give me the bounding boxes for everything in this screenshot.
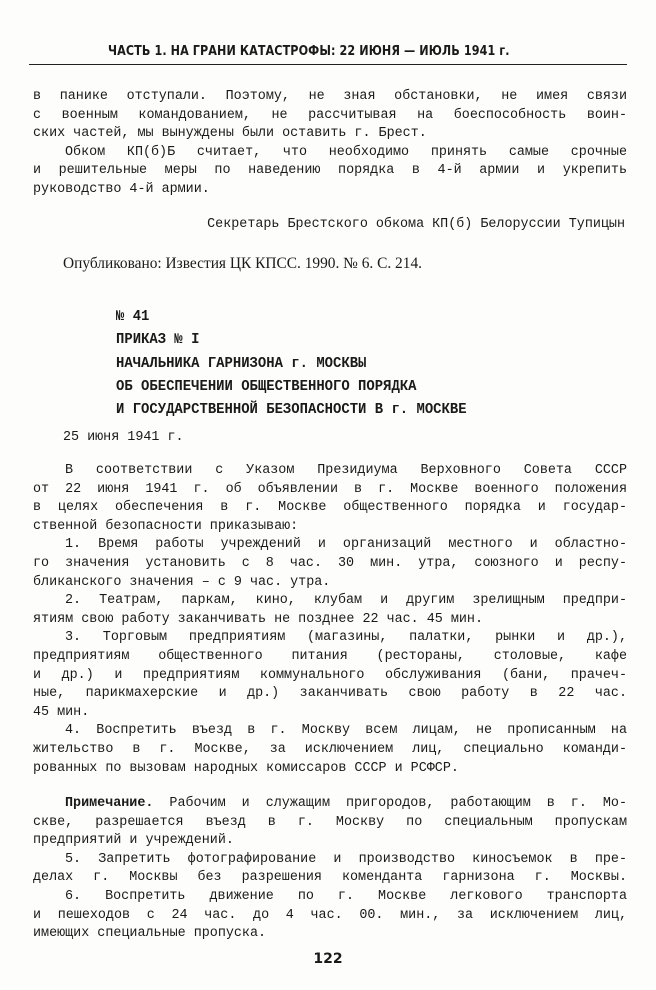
note-label: Примечание.	[65, 796, 154, 811]
order-body	[33, 462, 627, 778]
text-line: от 22 июня 1941 г. об объявлении в г. Москве военного положения	[33, 481, 627, 497]
text-line: в целях обеспечения в г. Москве общественного порядка и государ-	[33, 500, 627, 516]
text-line: Обком КП(б)Б считает, что необходимо принять самые срочные	[65, 144, 627, 160]
text-line: с военным командованием, не рассчитывая на боеспособность воин-	[33, 107, 627, 123]
publication-source: Опубликовано: Известия ЦК КПСС. 1990. № 6. С. 214.	[63, 255, 422, 272]
text-line: ные, парикмахерские и др.) заканчивать свою работу в 22 час.	[33, 686, 627, 702]
text-line: 5. Запретить фотографирование и производство киносъемок в пре-	[65, 851, 627, 867]
text-line: В соответствии с Указом Президиума Верховного Совета СССР	[65, 463, 627, 478]
title-line: ПРИКАЗ № I	[116, 332, 200, 349]
text-line: 6. Воспретить движение по г. Москве легкового транспорта	[65, 888, 627, 904]
text-line: жительство в г. Москве, за исключением лиц, специально команди-	[33, 741, 627, 757]
document-title	[116, 306, 467, 422]
text-line: бликанского значения – с 9 час. утра.	[33, 574, 331, 590]
document-date: 25 июня 1941 г.	[63, 430, 184, 445]
title-line: И ГОСУДАРСТВЕННОЙ БЕЗОПАСНОСТИ В г. МОСКВЕ	[116, 402, 467, 419]
page-number: 122	[313, 951, 343, 967]
header-rule	[29, 64, 627, 65]
note-text: Рабочим и служащим пригородов, работающим в г. Мо-	[169, 796, 627, 811]
text-line: предприятиям общественного питания (рестораны, столовые, кафе	[33, 648, 627, 664]
text-line: го значения установить с 8 час. 30 мин. утра, союзного и респу-	[33, 555, 627, 571]
text-line: и пешеходов с 24 час. до 4 час. 00. мин., за исключением лиц,	[33, 907, 627, 923]
text-line: делах г. Москвы без разрешения коменданта гарнизона г. Москвы.	[33, 870, 627, 886]
title-line: ОБ ОБЕСПЕЧЕНИИ ОБЩЕСТВЕННОГО ПОРЯДКА	[116, 378, 417, 395]
text-line: в панике отступали. Поэтому, не зная обстановки, не имея связи	[33, 89, 627, 104]
top-text-block	[33, 88, 627, 200]
text-line: 2. Театрам, паркам, кино, клубам и другим зрелищным предпри-	[65, 593, 627, 609]
text-line: и решительные меры по наведению порядка в 4-й армии и укрепить	[33, 163, 627, 179]
text-line: 3. Торговым предприятиям (магазины, палатки, рынки и др.),	[65, 630, 627, 646]
text-line: 45 мин.	[33, 704, 90, 720]
note-line	[33, 795, 627, 814]
text-line: ятиям свою работу заканчивать не позднее 22 час. 45 мин.	[33, 611, 483, 627]
text-line: 1. Время работы учреждений и организаций местного и областно-	[65, 537, 627, 553]
text-line: 4. Воспретить въезд в г. Москву всем лицам, не прописанным на	[65, 723, 627, 739]
text-line: предприятий и учреждений.	[33, 833, 234, 849]
text-line: скве, разрешается въезд в г. Москву по специальным пропускам	[33, 814, 627, 830]
note-block	[33, 795, 627, 944]
signature: Секретарь Брестского обкома КП(б) Белоруссии Тупицын	[207, 217, 625, 232]
document-number: № 41	[116, 309, 150, 325]
text-line: ских частей, мы вынуждены были оставить г. Брест.	[33, 126, 427, 142]
text-line: и др.) и предприятиям коммунального обслуживания (бани, прачеч-	[33, 667, 627, 683]
text-line: ственной безопасности приказываю:	[33, 518, 299, 534]
text-line: имеющих специальные пропуска.	[33, 926, 267, 942]
text-line: рованных по вызовам народных комиссаров СССР и РСФСР.	[33, 760, 459, 776]
title-line: НАЧАЛЬНИКА ГАРНИЗОНА г. МОСКВЫ	[116, 355, 367, 372]
running-header: ЧАСТЬ 1. НА ГРАНИ КАТАСТРОФЫ: 22 ИЮНЯ — ИЮЛЬ 1941 г.	[108, 44, 510, 59]
text-line: руководство 4-й армии.	[33, 181, 210, 197]
